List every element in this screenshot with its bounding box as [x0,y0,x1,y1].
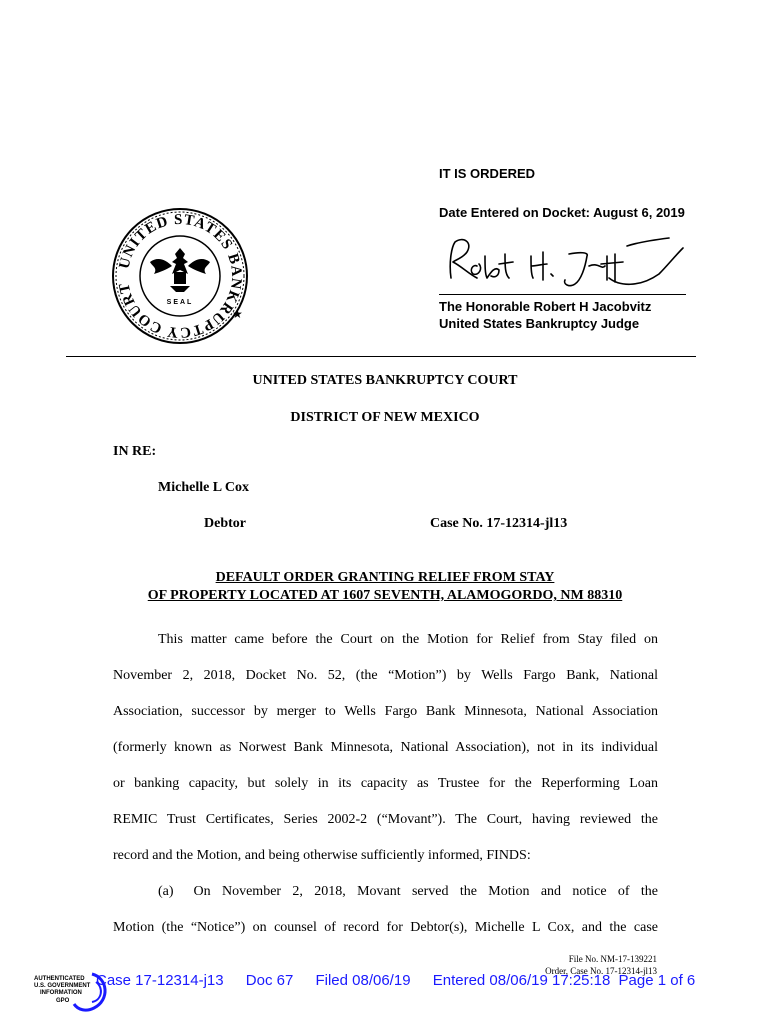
header-divider [66,356,696,357]
gpo-line4: GPO [56,998,70,1004]
judge-name: The Honorable Robert H Jacobvitz [439,299,652,314]
order-case-number: Order, Case No. 17-12314-jl13 [545,966,657,976]
body-line: record and the Motion, and being otherwise sufficiently informed, FINDS: [113,848,531,863]
body-line: This matter came before the Court on the Motion for Relief from Stay filed on [158,632,658,647]
finding-a [113,874,658,910]
body-line: or banking capacity, but solely in its capacity as Trustee for the Reperforming Loan [113,776,658,791]
court-name: UNITED STATES BANKRUPTCY COURT [252,373,518,388]
debtor-name: Michelle L Cox [158,480,249,495]
gpo-line1: AUTHENTICATED [34,976,85,982]
gpo-line2: U.S. GOVERNMENT [34,983,91,989]
ecf-footer [96,972,695,989]
footer-case: Case 17-12314-j13 [96,972,224,989]
court-seal [110,206,250,346]
it-is-ordered: IT IS ORDERED [439,166,536,181]
finding-a-label: (a) [158,884,174,899]
body-line: (formerly known as Norwest Bank Minnesota, National Association), not in its individual [113,740,658,755]
judge-signature [439,226,689,296]
finding-a-line1: On November 2, 2018, Movant served the Motion and notice of the [193,884,658,899]
footer-doc: Doc 67 [245,972,294,989]
in-re-label: IN RE: [113,444,157,459]
star-icon: ★ [232,307,243,321]
judge-title: United States Bankruptcy Judge [439,316,640,331]
seal-ring-text: UNITED STATES BANKRUPTCY COURT [116,211,245,341]
body-line: November 2, 2018, Docket No. 52, (the “Motion”) by Wells Fargo Bank, National [113,668,658,683]
date-entered: Date Entered on Docket: August 6, 2019 [439,205,685,220]
footer-entered: Entered 08/06/19 17:25:18 [432,972,611,989]
finding-a-line2: Motion (the “Notice”) on counsel of record for Debtor(s), Michelle L Cox, and the case [113,920,658,935]
order-heading [0,569,770,605]
signature-line [439,294,686,295]
footer-filed: Filed 08/06/19 [315,972,411,989]
file-number: File No. NM-17-139221 [568,954,657,964]
order-heading-line2: OF PROPERTY LOCATED AT 1607 SEVENTH, ALAMOGORDO, NM 88310 [147,588,623,603]
body-line: Association, successor by merger to Wells Fargo Bank Minnesota, National Association [113,704,658,719]
gpo-line3: INFORMATION [40,990,82,996]
court-district: DISTRICT OF NEW MEXICO [290,410,480,425]
eagle-icon [150,248,210,292]
order-heading-line1: DEFAULT ORDER GRANTING RELIEF FROM STAY [215,570,555,585]
case-number: Case No. 17-12314-jl13 [430,516,568,531]
debtor-label: Debtor [204,516,246,531]
order-body [113,622,658,946]
seal-center-text: SEAL [166,299,194,306]
footer-page: Page 1 of 6 [618,972,696,989]
body-line: REMIC Trust Certificates, Series 2002-2 (“Movant”). The Court, having reviewed the [113,812,658,827]
